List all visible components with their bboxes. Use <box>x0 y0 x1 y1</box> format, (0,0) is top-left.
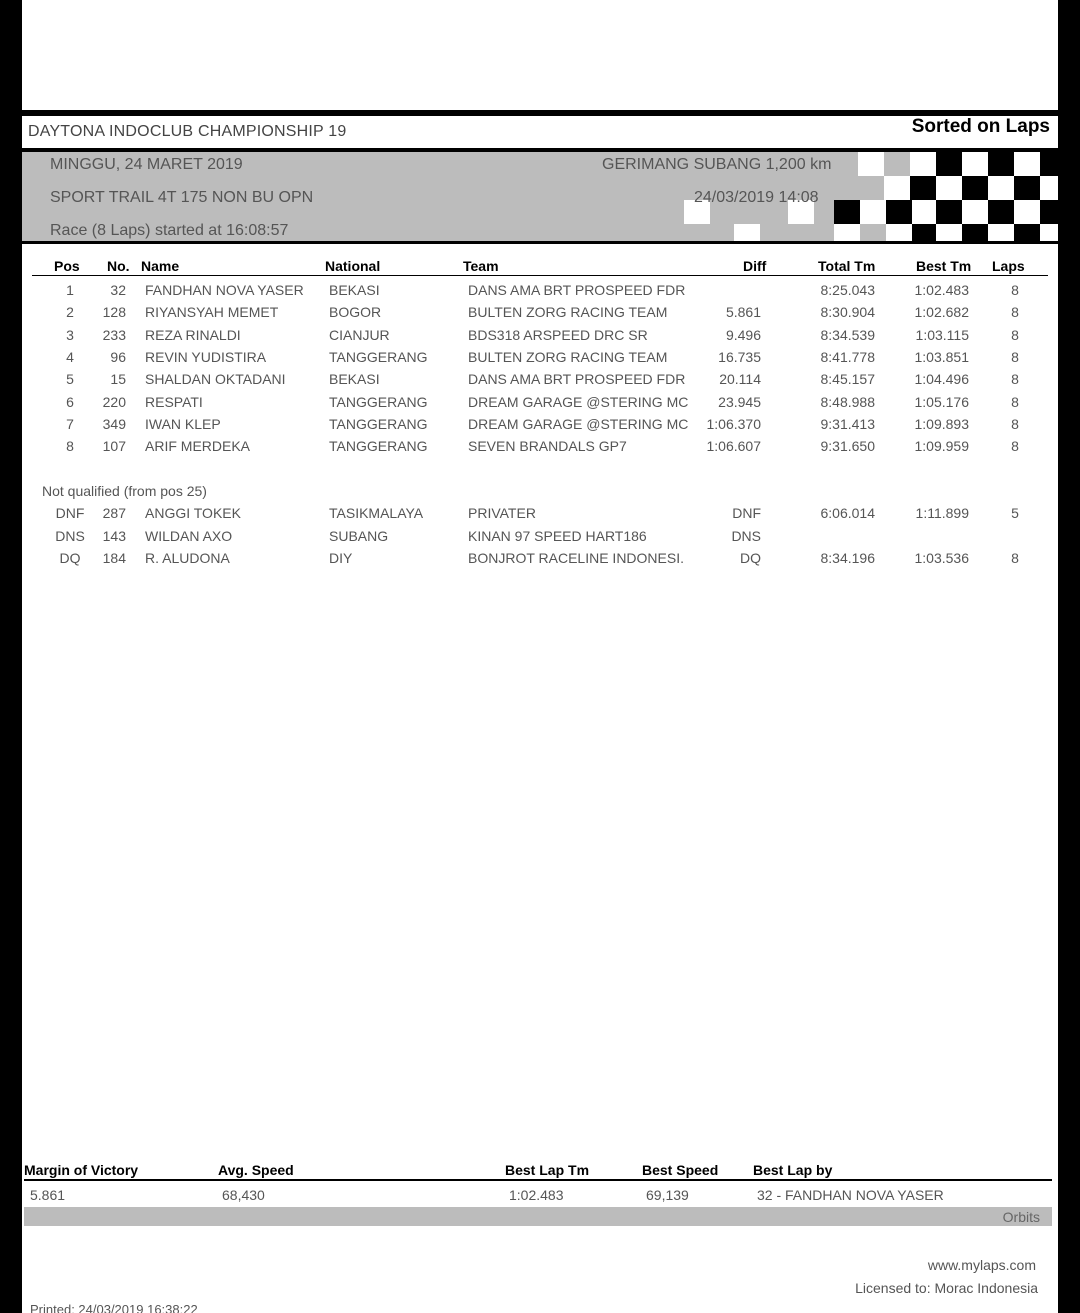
col-no: No. <box>107 258 130 274</box>
cell-laps: 8 <box>1011 304 1019 321</box>
cell-diff: DNF <box>732 505 761 521</box>
cell-name: SHALDAN OKTADANI <box>145 371 286 388</box>
cell-pos: DQ <box>59 550 81 566</box>
cell-no: 128 <box>102 304 126 321</box>
cell-no: 220 <box>102 393 126 410</box>
race-info-band <box>22 148 1058 244</box>
best-speed-label: Best Speed <box>642 1162 719 1178</box>
flag-square <box>1040 224 1058 244</box>
flag-square <box>962 224 988 244</box>
col-pos: Pos <box>54 258 80 274</box>
cell-total: 6:06.014 <box>820 505 875 521</box>
cell-pos: DNF <box>55 505 85 521</box>
cell-name: REZA RINALDI <box>145 326 241 343</box>
cell-pos: 7 <box>66 415 74 432</box>
col-best: Best Tm <box>916 258 972 274</box>
table-row <box>22 327 1058 349</box>
flag-square <box>1014 152 1040 176</box>
cell-diff: 9.496 <box>725 326 761 343</box>
cell-team: DREAM GARAGE @STERING MC <box>468 393 689 410</box>
cell-national: BEKASI <box>329 282 380 298</box>
cell-laps: 8 <box>1011 438 1019 455</box>
avg-speed-label: Avg. Speed <box>218 1162 294 1178</box>
orbits-brand: Orbits <box>1002 1209 1040 1225</box>
col-total: Total Tm <box>818 258 876 274</box>
table-row <box>22 371 1058 393</box>
report-datetime: 24/03/2019 14:08 <box>694 189 819 206</box>
cell-name: RESPATI <box>145 393 203 410</box>
cell-no: 143 <box>102 527 126 544</box>
flag-square <box>962 200 988 224</box>
footer-gray-bar <box>24 1207 1052 1226</box>
cell-national: TANGGERANG <box>329 415 428 432</box>
cell-diff: DQ <box>740 550 761 566</box>
race-started: Race (8 Laps) started at 16:08:57 <box>50 222 289 239</box>
flag-square <box>910 176 936 200</box>
cell-name: WILDAN AXO <box>145 527 233 544</box>
cell-laps: 8 <box>1011 550 1019 566</box>
flag-square <box>860 200 886 224</box>
col-national: National <box>325 258 381 274</box>
cell-best: 1:03.536 <box>914 550 969 566</box>
cell-best: 1:02.682 <box>914 304 969 321</box>
cell-no: 233 <box>102 326 126 343</box>
cell-laps: 8 <box>1011 326 1019 343</box>
table-row <box>22 438 1058 460</box>
flag-square <box>886 200 912 224</box>
summary-header <box>24 1161 1052 1181</box>
cell-no: 32 <box>110 282 126 298</box>
table-row <box>22 416 1058 438</box>
best-lap-tm-value: 1:02.483 <box>509 1187 564 1203</box>
flag-square <box>988 224 1014 244</box>
col-team: Team <box>463 258 499 274</box>
cell-team: KINAN 97 SPEED HART186 <box>468 527 647 544</box>
cell-team: DANS AMA BRT PROSPEED FDR <box>468 371 686 388</box>
table-row <box>22 505 1058 527</box>
mylaps-url[interactable]: www.mylaps.com <box>927 1257 1036 1273</box>
printed-timestamp: Printed: 24/03/2019 16:38:22 <box>30 1302 198 1313</box>
flag-square <box>1014 224 1040 244</box>
license-text: Licensed to: Morac Indonesia <box>855 1280 1038 1296</box>
cell-laps: 5 <box>1011 505 1019 521</box>
cell-name: ARIF MERDEKA <box>145 438 251 455</box>
cell-total: 8:48.988 <box>820 393 875 410</box>
table-row <box>22 528 1058 550</box>
cell-pos: 5 <box>66 371 74 388</box>
event-title: DAYTONA INDOCLUB CHAMPIONSHIP 19 <box>28 123 347 140</box>
margin-of-victory-value: 5.861 <box>30 1187 66 1203</box>
best-lap-by-value: 32 - FANDHAN NOVA YASER <box>757 1187 944 1203</box>
cell-team: SEVEN BRANDALS GP7 <box>468 438 627 455</box>
cell-team: BONJROT RACELINE INDONESI. <box>468 550 685 566</box>
flag-square <box>884 176 910 200</box>
cell-no: 96 <box>110 348 126 365</box>
cell-best: 1:04.496 <box>914 371 969 388</box>
cell-diff: 20.114 <box>719 371 761 388</box>
cell-national: TANGGERANG <box>329 438 428 455</box>
cell-pos: DNS <box>55 527 85 544</box>
cell-name: IWAN KLEP <box>145 415 221 432</box>
best-lap-by-label: Best Lap by <box>753 1162 833 1178</box>
cell-laps: 8 <box>1011 371 1019 388</box>
cell-team: BDS318 ARSPEED DRC SR <box>468 326 648 343</box>
flag-square <box>834 200 860 224</box>
cell-best: 1:02.483 <box>914 282 969 298</box>
avg-speed-value: 68,430 <box>222 1187 265 1203</box>
flag-square <box>1040 200 1058 224</box>
cell-best: 1:05.176 <box>914 393 969 410</box>
cell-national: BEKASI <box>329 371 380 388</box>
flag-square <box>962 152 988 176</box>
cell-pos: 1 <box>66 282 74 298</box>
best-lap-tm-label: Best Lap Tm <box>505 1162 590 1178</box>
cell-national: TANGGERANG <box>329 348 428 365</box>
cell-national: DIY <box>329 550 353 566</box>
cell-total: 8:25.043 <box>820 282 875 298</box>
track-name: GERIMANG SUBANG 1,200 km <box>602 156 832 173</box>
flag-square <box>988 200 1014 224</box>
cell-laps: 8 <box>1011 348 1019 365</box>
cell-diff: 5.861 <box>725 304 761 321</box>
flag-square <box>962 176 988 200</box>
cell-name: ANGGI TOKEK <box>145 505 241 521</box>
flag-square <box>912 200 938 224</box>
cell-best: 1:09.893 <box>914 415 969 432</box>
cell-total: 8:34.196 <box>820 550 875 566</box>
flag-square <box>1040 152 1058 176</box>
cell-pos: 6 <box>66 393 74 410</box>
best-speed-value: 69,139 <box>646 1187 689 1203</box>
cell-diff: 1:06.607 <box>706 438 761 455</box>
table-row <box>22 304 1058 326</box>
cell-national: CIANJUR <box>329 326 390 343</box>
cell-national: TASIKMALAYA <box>329 505 424 521</box>
flag-square <box>1040 176 1058 200</box>
cell-no: 184 <box>102 550 126 566</box>
flag-square <box>936 152 962 176</box>
flag-square <box>910 152 936 176</box>
cell-laps: 8 <box>1011 415 1019 432</box>
summary-values <box>24 1185 1052 1205</box>
flag-square <box>936 176 962 200</box>
flag-square <box>734 224 760 244</box>
cell-team: DREAM GARAGE @STERING MC <box>468 415 689 432</box>
cell-best: 1:03.851 <box>914 348 969 365</box>
cell-pos: 4 <box>66 348 74 365</box>
cell-laps: 8 <box>1011 393 1019 410</box>
cell-pos: 8 <box>66 438 74 455</box>
sorted-label: Sorted on Laps <box>911 116 1050 137</box>
col-laps: Laps <box>992 258 1025 274</box>
cell-diff: 1:06.370 <box>706 415 761 432</box>
cell-team: BULTEN ZORG RACING TEAM <box>468 304 668 321</box>
flag-square <box>834 224 860 244</box>
cell-national: TANGGERANG <box>329 393 428 410</box>
cell-laps: 8 <box>1011 282 1019 298</box>
results-page <box>22 0 1058 1313</box>
cell-no: 107 <box>102 438 126 455</box>
flag-square <box>886 224 912 244</box>
cell-diff: 16.735 <box>718 348 761 365</box>
race-date: MINGGU, 24 MARET 2019 <box>50 156 243 173</box>
col-name: Name <box>141 258 180 274</box>
cell-team: PRIVATER <box>468 505 536 521</box>
col-diff: Diff <box>743 258 767 274</box>
flag-square <box>1014 200 1040 224</box>
class-name: SPORT TRAIL 4T 175 NON BU OPN <box>50 189 314 206</box>
margin-of-victory-label: Margin of Victory <box>24 1162 139 1178</box>
cell-name: RIYANSYAH MEMET <box>145 304 279 321</box>
title-bar <box>22 116 1058 148</box>
cell-best: 1:11.899 <box>915 505 969 521</box>
cell-team: DANS AMA BRT PROSPEED FDR <box>468 282 686 298</box>
cell-no: 15 <box>110 371 126 388</box>
cell-best: 1:09.959 <box>914 438 969 455</box>
table-row <box>22 282 1058 304</box>
cell-best: 1:03.115 <box>915 326 969 343</box>
cell-name: FANDHAN NOVA YASER <box>145 282 304 298</box>
cell-total: 8:41.778 <box>820 348 875 365</box>
cell-name: REVIN YUDISTIRA <box>145 348 267 365</box>
cell-team: BULTEN ZORG RACING TEAM <box>468 348 668 365</box>
cell-national: BOGOR <box>329 304 382 321</box>
cell-total: 8:30.904 <box>820 304 875 321</box>
cell-no: 349 <box>102 415 126 432</box>
cell-pos: 2 <box>66 304 74 321</box>
not-qualified-label: Not qualified (from pos 25) <box>42 483 207 499</box>
cell-total: 9:31.650 <box>820 438 875 455</box>
table-row <box>22 394 1058 416</box>
table-row <box>22 349 1058 371</box>
flag-square <box>1014 176 1040 200</box>
cell-total: 8:34.539 <box>820 326 875 343</box>
results-table-header <box>32 256 1048 276</box>
table-row <box>22 550 1058 572</box>
flag-square <box>988 152 1014 176</box>
flag-square <box>858 152 884 176</box>
flag-square <box>912 224 938 244</box>
cell-diff: DNS <box>731 527 761 544</box>
cell-pos: 3 <box>66 326 74 343</box>
cell-diff: 23.945 <box>718 393 761 410</box>
cell-name: R. ALUDONA <box>145 550 230 566</box>
flag-square <box>988 176 1014 200</box>
cell-total: 9:31.413 <box>820 415 875 432</box>
cell-total: 8:45.157 <box>820 371 875 388</box>
flag-square <box>936 224 962 244</box>
cell-national: SUBANG <box>329 527 389 544</box>
flag-square <box>936 200 962 224</box>
cell-no: 287 <box>102 505 126 521</box>
